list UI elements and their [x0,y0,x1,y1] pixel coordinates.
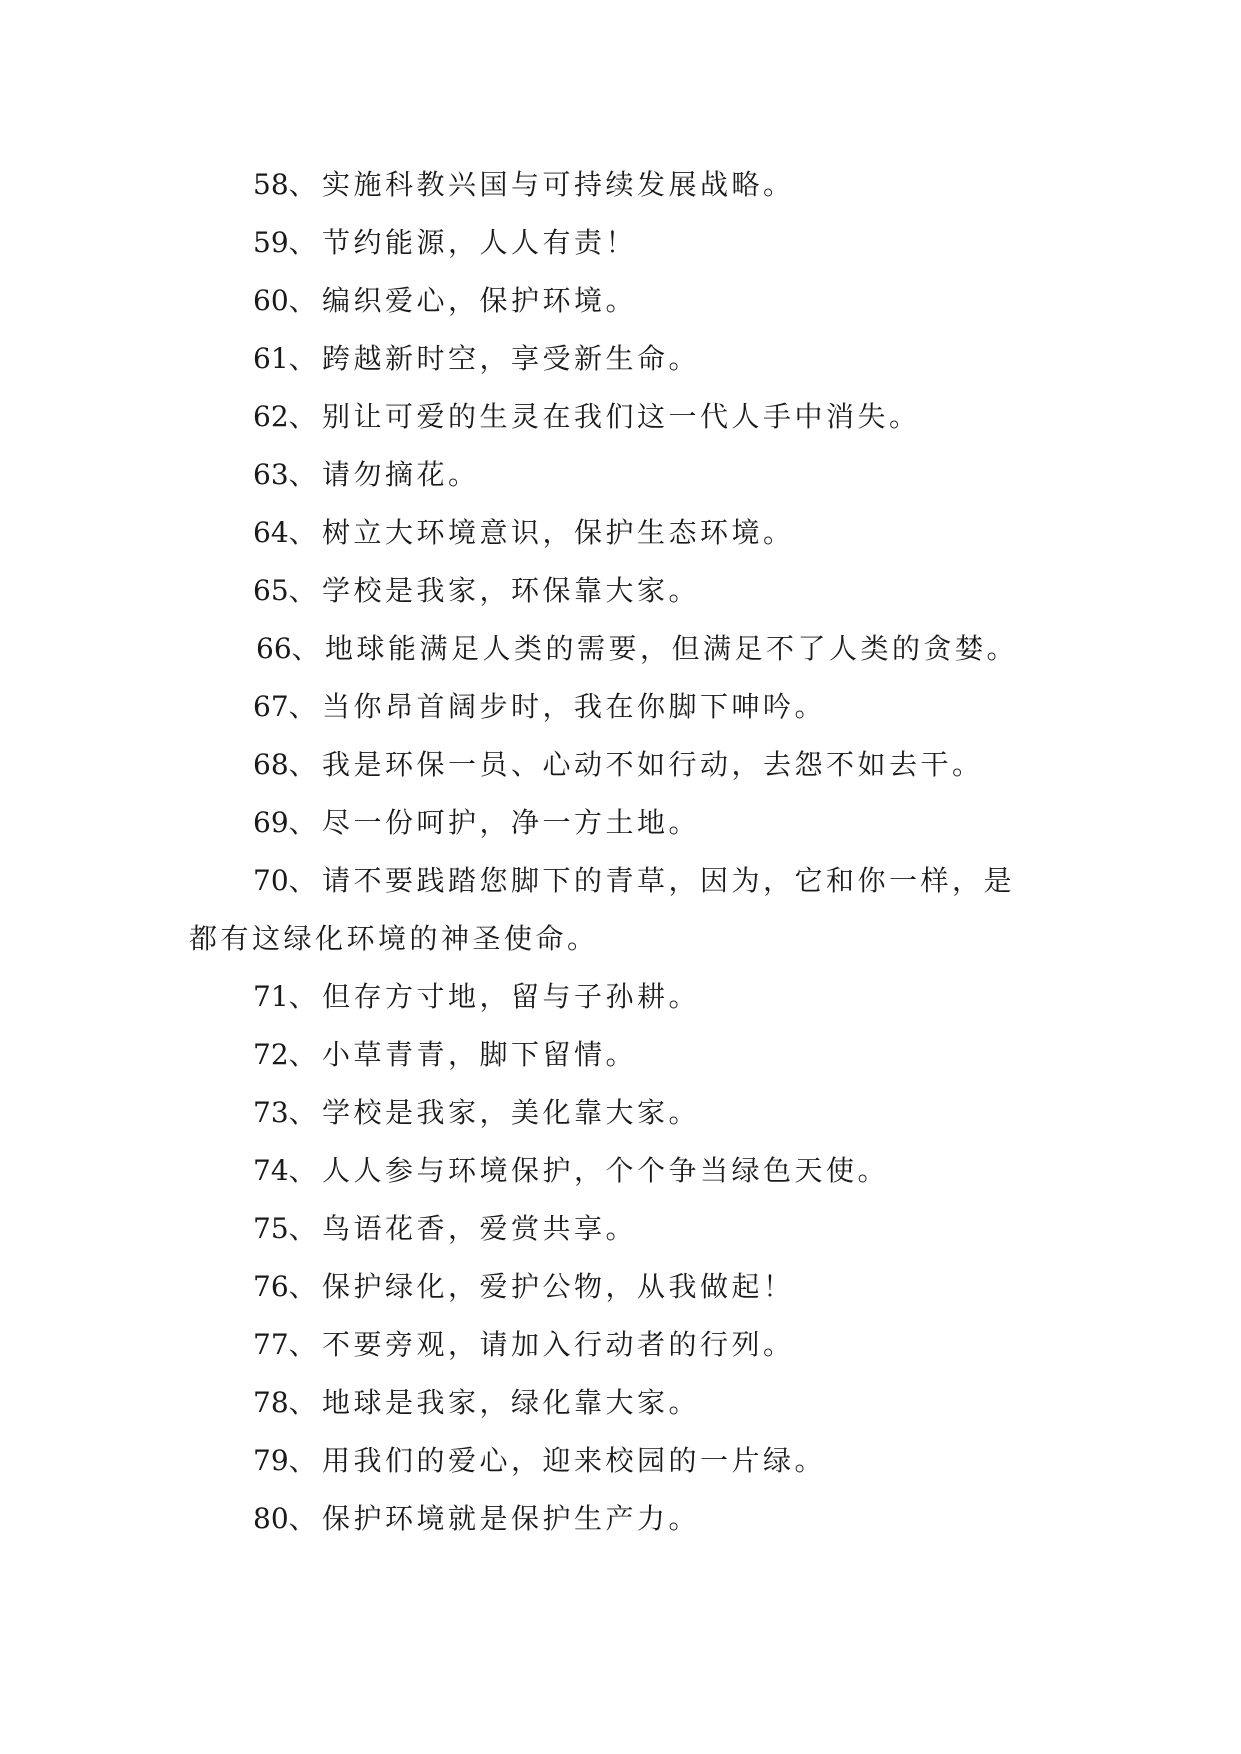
item-text: 我是环保一员、心动不如行动，去怨不如去干。 [322,748,984,781]
item-text: 不要旁观，请加入行动者的行列。 [322,1328,795,1361]
item-text: 地球能满足人类的需要，但满足不了人类的贪婪。 [325,632,1019,665]
list-item [0,272,1241,330]
list-item [0,1200,1241,1258]
slogan-list [0,156,1241,1548]
list-item [0,736,1241,794]
list-item [0,388,1241,446]
item-number: 59、 [253,226,317,259]
item-number: 79、 [253,1444,317,1477]
item-text: 保护绿化，爱护公物，从我做起！ [322,1270,795,1303]
item-text: 当你昂首阔步时，我在你脚下呻吟。 [322,690,827,723]
list-item [0,1432,1241,1490]
item-number: 74、 [253,1154,317,1187]
item-number: 68、 [253,748,317,781]
item-number: 69、 [253,806,317,839]
item-text: 保护环境就是保护生产力。 [322,1502,701,1535]
item-number: 78、 [253,1386,317,1419]
item-text: 节约能源，人人有责！ [322,226,638,259]
item-text: 实施科教兴国与可持续发展战略。 [322,168,795,201]
item-number: 67、 [253,690,317,723]
item-number: 58、 [253,168,317,201]
item-text: 人人参与环境保护，个个争当绿色天使。 [322,1154,890,1187]
item-text: 请不要践踏您脚下的青草，因为，它和你一样，是 [322,864,1016,897]
list-item [0,852,1241,968]
list-item [0,620,1241,678]
item-number: 64、 [253,516,317,549]
item-number: 60、 [253,284,317,317]
item-text: 用我们的爱心，迎来校园的一片绿。 [322,1444,827,1477]
item-text: 学校是我家，环保靠大家。 [322,574,701,607]
item-text: 编织爱心，保护环境。 [322,284,638,317]
item-text-continuation: 都有这绿化环境的神圣使命。 [189,922,599,955]
item-number: 62、 [253,400,317,433]
list-item [0,562,1241,620]
list-item [0,678,1241,736]
item-text: 树立大环境意识，保护生态环境。 [322,516,795,549]
item-number: 80、 [253,1502,317,1535]
list-item [0,968,1241,1026]
list-item [0,1258,1241,1316]
item-number: 73、 [253,1096,317,1129]
list-item [0,156,1241,214]
item-text: 跨越新时空，享受新生命。 [322,342,701,375]
list-item [0,446,1241,504]
list-item [0,1316,1241,1374]
list-item [0,1026,1241,1084]
item-text: 请勿摘花。 [322,458,480,491]
list-item [0,794,1241,852]
item-number: 75、 [253,1212,317,1245]
list-item [0,1142,1241,1200]
list-item [0,1490,1241,1548]
item-text: 地球是我家，绿化靠大家。 [322,1386,701,1419]
item-number: 72、 [253,1038,317,1071]
list-item [0,214,1241,272]
item-number: 77、 [253,1328,317,1361]
item-number: 71、 [253,980,317,1013]
list-item [0,504,1241,562]
item-number: 63、 [253,458,317,491]
item-text: 学校是我家，美化靠大家。 [322,1096,701,1129]
item-number: 76、 [253,1270,317,1303]
item-number: 70、 [253,864,317,897]
item-text: 别让可爱的生灵在我们这一代人手中消失。 [322,400,921,433]
item-text: 但存方寸地，留与子孙耕。 [322,980,701,1013]
list-item [0,1084,1241,1142]
list-item [0,330,1241,388]
item-text: 鸟语花香，爱赏共享。 [322,1212,638,1245]
item-text: 尽一份呵护，净一方土地。 [322,806,701,839]
list-item [0,1374,1241,1432]
item-number: 66、 [256,632,320,665]
item-text: 小草青青，脚下留情。 [322,1038,638,1071]
item-number: 61、 [253,342,317,375]
item-number: 65、 [253,574,317,607]
